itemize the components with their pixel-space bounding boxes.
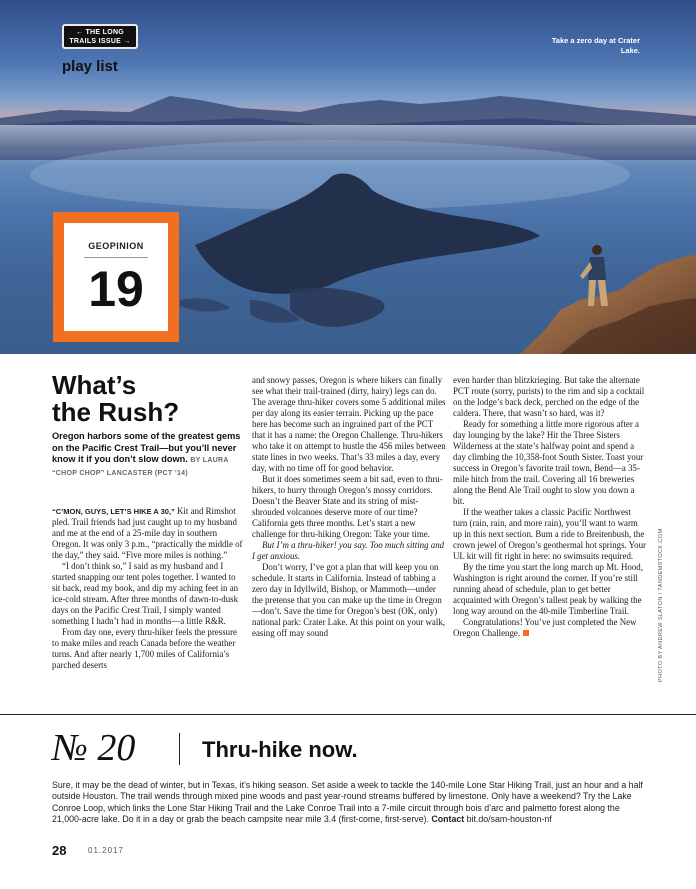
photo-caption: Take a zero day at Crater Lake.	[551, 36, 640, 55]
contact-label: Contact	[431, 813, 465, 824]
paragraph: But it does sometimes seem a bit sad, even to thru-hikers, to hurry through Oregon’s mossy corridors. Doesn’t the Beaver State and its string of mist-shrouded volcanoes deserve more of our time? California gets three months. Let’s start a new challenge for thru-hiking Oregon: Take your time.	[252, 474, 443, 539]
byline: BY LAURA “CHOP CHOP” LANCASTER (PCT ’14)	[52, 457, 229, 477]
article-deck	[52, 431, 247, 479]
geopinion-label: GEOPINION	[88, 241, 144, 251]
tip-title: Thru-hike now.	[202, 737, 358, 762]
title-line-2: the Rush?	[52, 397, 180, 427]
paragraph: “I don’t think so,” I said as my husband and I started snapping our tent poles together. I wanted to sit back, read my book, and dip my aching feet in an ice-cold stream. After three months of dawn-to-dusk days on the Pacific Crest Trail, I simply wanted something I hadn’t had in months—a little R&R.	[52, 561, 239, 626]
tip-vertical-rule	[179, 733, 180, 765]
paragraph: even harder than blitzkrieging. But take the alternate PCT route (sorry, purists) to the rim and sip a cocktail on the lodge’s back deck, perched on the edge of the caldera. There, that wasn’t so hard, was it?	[453, 375, 645, 418]
geopinion-number: 19	[88, 261, 144, 317]
geopinion-box	[53, 212, 179, 342]
paragraph: If the weather takes a classic Pacific Northwest turn (rain, rain, and more rain), you’ll want to warm up in this next section. Bum a ride to Breitenbush, the crown jewel of Oregon’s geothermal hot springs. Your UL kit will fit right in here: no swimsuits required.	[453, 507, 646, 561]
paragraph-text: Kit and Rimshot pled. Trail friends had just caught up to my husband and me at the end of a 25-mile day in southern Oregon. It was only 3 p.m., “practically the middle of the day,” they said. “Five more miles is nothing.”	[52, 506, 243, 560]
article-title	[52, 372, 242, 426]
deck-text: Oregon harbors some of the greatest gems on the Pacific Crest Trail—but you’ll never know it if you don’t slow down.	[52, 431, 241, 464]
geopinion-rule	[84, 257, 148, 258]
paragraph-last	[453, 617, 647, 639]
page-number: 28	[52, 843, 67, 858]
article-column-2	[252, 375, 446, 639]
end-mark-icon	[523, 630, 529, 636]
geopinion-inner	[64, 223, 168, 331]
paragraph-text: Congratulations! You’ve just completed the New Oregon Challenge.	[453, 617, 637, 638]
paragraph	[52, 506, 246, 561]
badge-line-2: TRAILS ISSUE →	[69, 38, 131, 45]
article-column-1	[52, 506, 246, 671]
paragraph: By the time you start the long march up Mt. Hood, Washington is right around the corner. If you’re still running ahead of schedule, plan to get better acquainted with Oregon’s tallest peak by walking the long way around on the 40-mile Timberline Trail.	[453, 562, 643, 616]
section-label: play list	[62, 58, 118, 75]
article-column-3	[453, 375, 647, 639]
photo-credit: PHOTO BY ANDREW SLATON / TANDEMSTOCK.COM	[658, 528, 664, 682]
issue-badge	[62, 24, 138, 49]
badge-line-1: ← THE LONG	[75, 29, 125, 36]
tip-number: № 20	[52, 727, 136, 769]
title-line-1: What’s	[52, 370, 137, 400]
lead-in: “C’MON, GUYS, LET’S HIKE A 30,”	[52, 507, 175, 516]
tip-body-text: Sure, it may be the dead of winter, but in Texas, it’s hiking season. Set aside a week to tackle the 140-mile Lone Star Hiking Trail, just an hour and a half outside Houston. The trail wends through mixed pine woods and past year-round streams buffered by limestone. Only have a weekend? Try the Lake Conroe Loop, which links the Lone Star Hiking Trail and the Lake Conroe Trail into a 7-mile circuit through bois d’arc and palmetto forest along the 21,000-acre lake. Do it in a day or grab the beach campsite near mile 3.4 (first-come, first-serve).	[52, 780, 643, 824]
paragraph: Don’t worry, I’ve got a plan that will keep you on schedule. It starts in California. Instead of tabbing a zero day in Idyllwild, Bishop, or Mammoth—under the pretense that you can make up the time in Oregon—don’t. Save the time for Oregon’s best (OK, only) national park: Crater Lake. At this point on your walk, easing off may sound	[252, 562, 445, 638]
contact-link[interactable]: bit.do/sam-houston-nf	[466, 813, 552, 824]
paragraph: From day one, every thru-hiker feels the pressure to make miles and reach Canada before the weather turns. And after nearly 1,700 miles of California’s parched deserts	[52, 627, 237, 670]
issue-date: 01.2017	[88, 846, 124, 855]
paragraph: and snowy passes, Oregon is where hikers can finally see what their trail-trained (dirty, hairy) legs can do. The average thru-hiker covers some 5 additional miles per day along its easier terrain. Picking up the pace here has become such an ingrained part of the PCT that it has a name: the Oregon Challenge. Thru-hikers who take it on attempt to hustle the 456 miles between state lines in two weeks. That’s 33 miles a day, every day, with no time off for good behavior.	[252, 375, 446, 473]
tip-body	[52, 780, 648, 825]
hiker-figure	[580, 245, 608, 306]
paragraph: But I’m a thru-hiker! you say. Too much sitting and I get anxious.	[252, 540, 445, 561]
paragraph: Ready for something a little more rigorous after a day lounging by the lake? Hit the Three Sisters Wilderness at the state’s halfway point and spend a day climbing the 10,358-foot South Sister. Toast your success in Oregon’s favorite trail town, Bend—a 35-mile hitch from the trail. Covering all 16 breweries along the Bend Ale Trail ought to slow you down a bit.	[453, 419, 644, 506]
